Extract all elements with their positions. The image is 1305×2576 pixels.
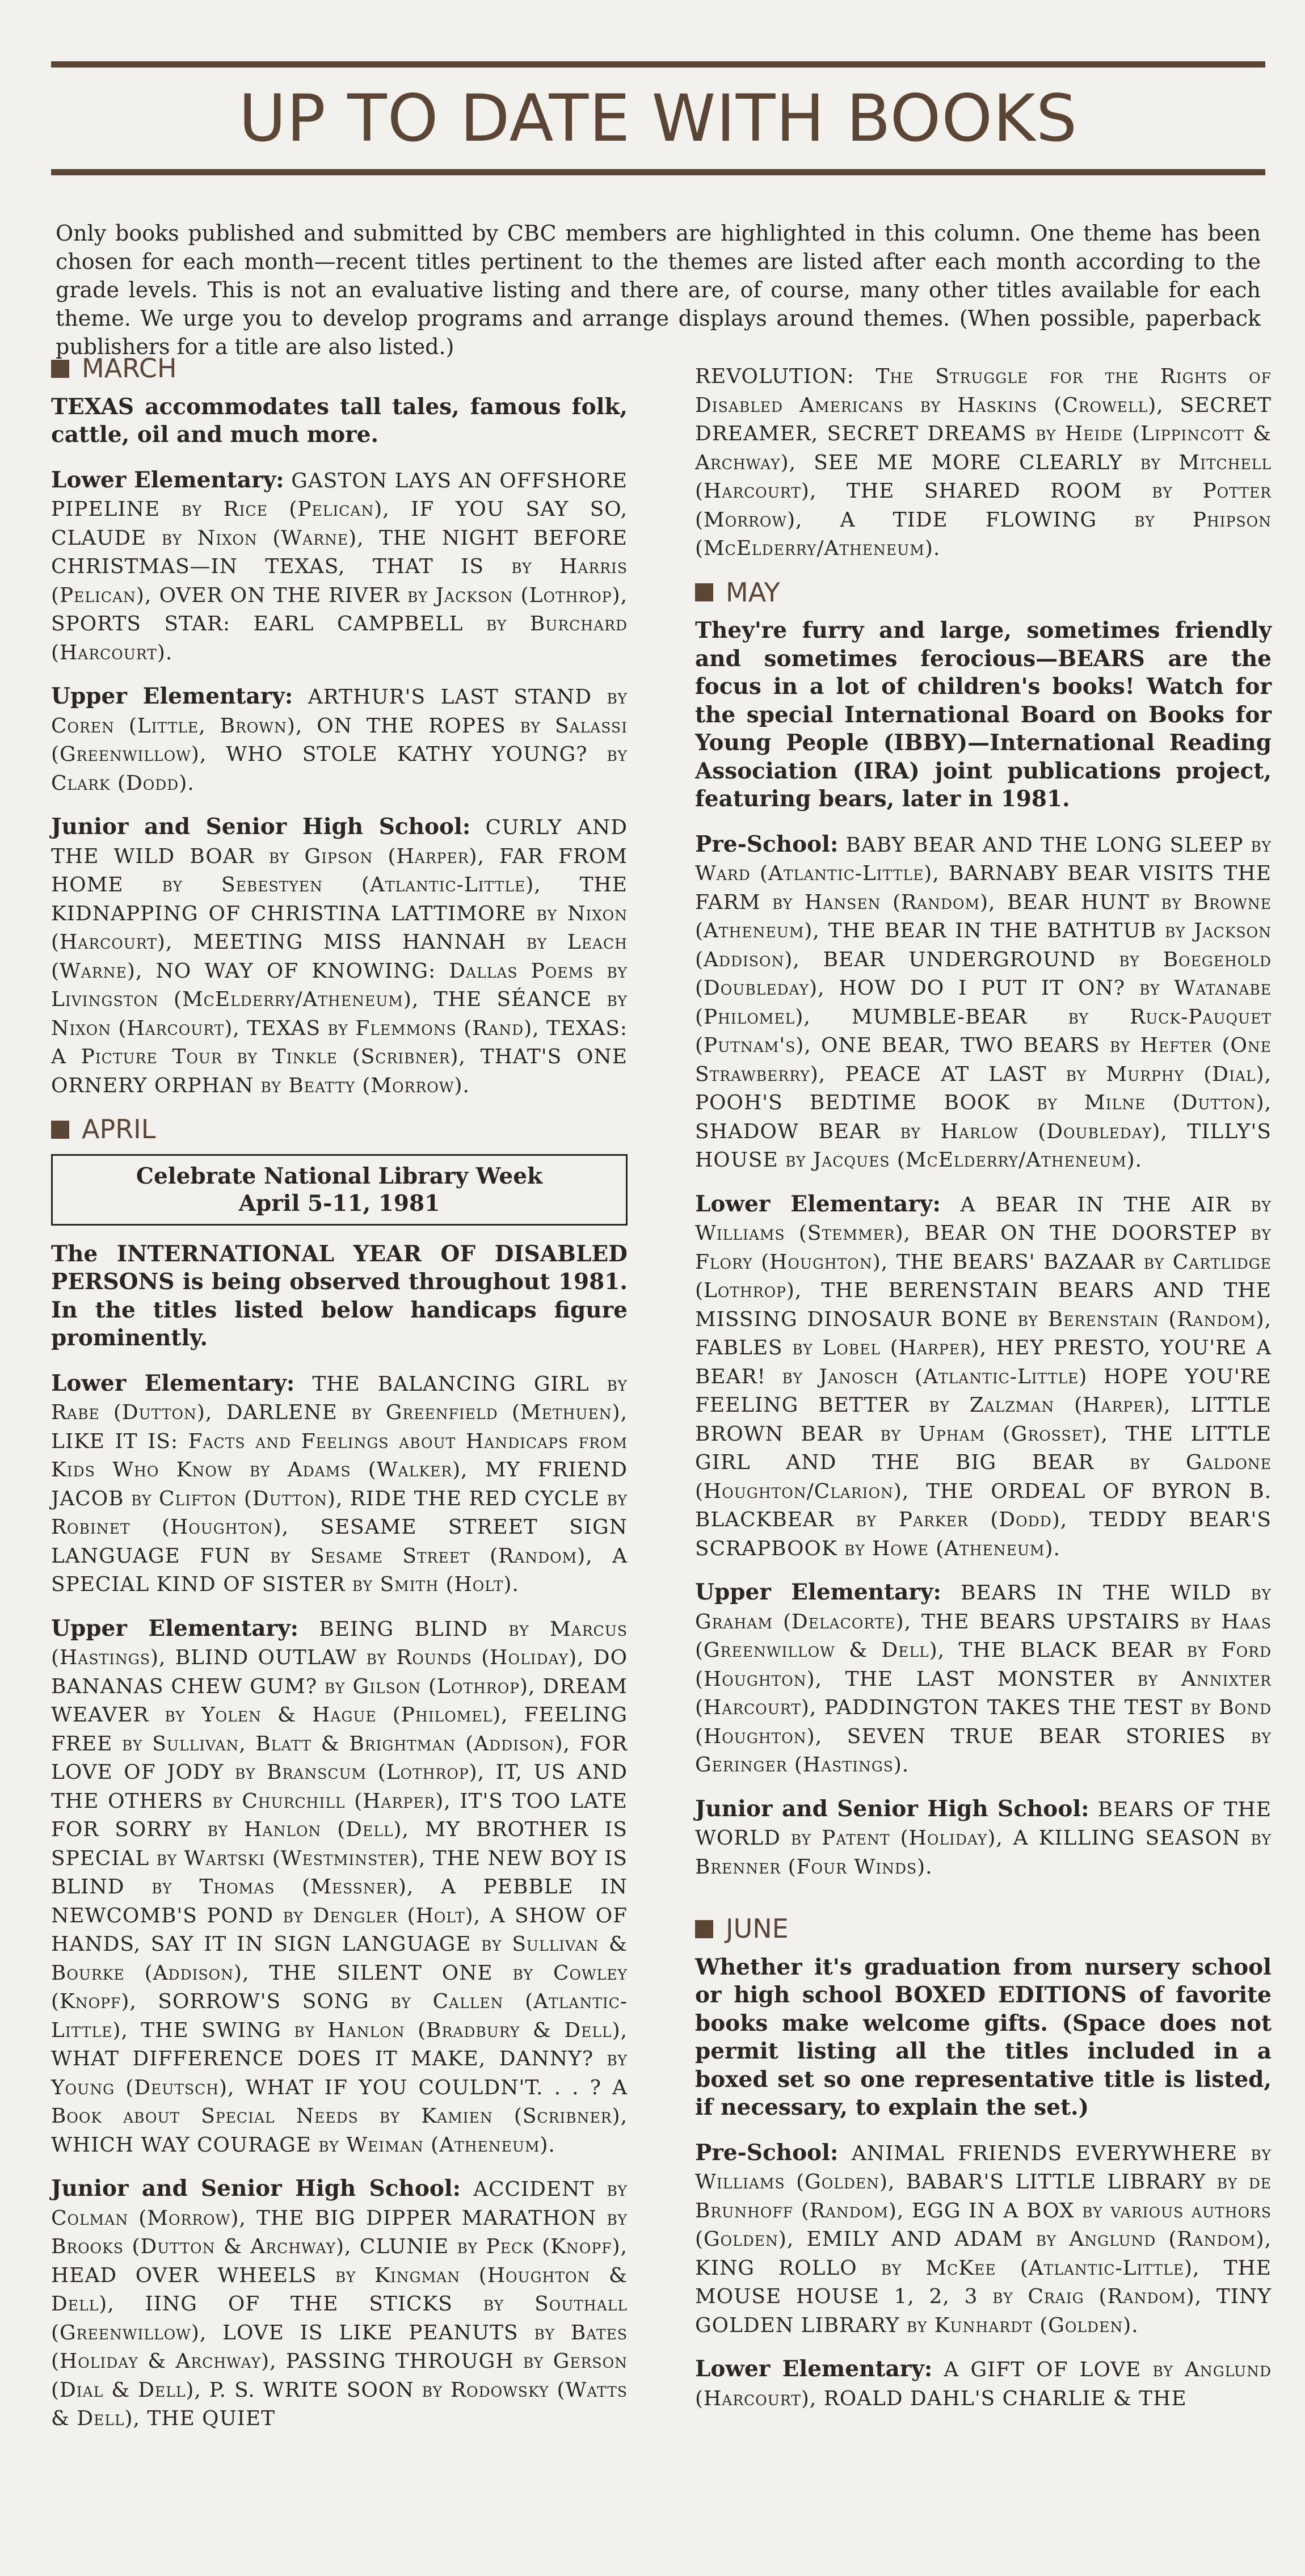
library-week-box [51,1154,628,1226]
grade-label: Upper Elementary: [51,1615,299,1641]
may-junior-senior-high [695,1795,1272,1882]
grade-label: Lower Elementary: [695,1190,941,1217]
entry-text: REVOLUTION: The Struggle for the Rights of Disabled Americans by Haskins (Crowell), SECRET DREAMER, SECRET DREAMS by Heide (Lippincott & Archway), SEE ME MORE CLEARLY by Mitchell (Harcourt), THE SHARED ROOM by Potter (Morrow), A TIDE FLOWING by Phipson (McElderry/Atheneum). [695,365,1272,560]
grade-label: Pre-School: [695,831,839,857]
march-lower-elementary [51,466,628,667]
section-title: MARCH [82,353,177,384]
june-lower-elementary [695,2355,1272,2413]
square-bullet-icon [695,1920,713,1938]
june-pre-school [695,2139,1272,2340]
april-upper-elementary [51,1615,628,2160]
section-heading-may [695,576,1272,608]
box-line-1: Celebrate National Library Week [136,1163,543,1189]
april-lead: The INTERNATIONAL YEAR OF DISABLED PERSONS is being observed throughout 1981. In the titles listed below handicaps figure prominently. [51,1240,628,1351]
section-heading-april [51,1116,628,1144]
masthead-bottom-rule [51,169,1265,175]
entry-text: A BEAR IN THE AIR by Williams (Stemmer), BEAR ON THE DOORSTEP by Flory (Houghton), THE BEARS' BAZAAR by Cartlidge (Lothrop), THE BERENSTAIN BEARS AND THE MISSING DINOSAUR BONE by Berenstain (Random), FABLES by Lobel (Harper), HEY PRESTO, YOU'RE A BEAR! by Janosch (Atlantic-Little) HOPE YOU'RE FEELING BETTER by Zalzman (Harper), LITTLE BROWN BEAR by Upham (Grosset), THE LITTLE GIRL AND THE BIG BEAR by Galdone (Houghton/Clarion), THE ORDEAL OF BYRON B. BLACKBEAR by Parker (Dodd), TEDDY BEAR'S SCRAPBOOK by Howe (Atheneum). [695,1193,1272,1560]
grade-label: Junior and Senior High School: [51,814,471,840]
entry-text: BEARS OF THE WORLD by Patent (Holiday), A KILLING SEASON by Brenner (Four Winds). [695,1798,1272,1879]
march-lead: TEXAS accommodates tall tales, famous folk, cattle, oil and much more. [51,393,628,448]
section-heading-march [51,355,628,383]
grade-label: Junior and Senior High School: [51,2175,461,2202]
grade-label: Lower Elementary: [51,466,284,493]
may-upper-elementary [695,1579,1272,1779]
intro-paragraph: Only books published and submitted by CBC members are highlighted in this column. One theme has been chosen for each month—recent titles pertinent to the themes are listed after each month according to the grade levels. This is not an evaluative listing and there are, of course, many other titles available for each theme. We urge you to develop programs and arrange displays around themes. (When possible, paperback publishers for a title are also listed.) [56,221,1261,359]
page [51,0,1272,2576]
square-bullet-icon [51,360,69,378]
box-line-2: April 5-11, 1981 [238,1190,440,1217]
entry-text: BEING BLIND by Marcus (Hastings), BLIND OUTLAW by Rounds (Holiday), DO BANANAS CHEW GUM? by Gilson (Lothrop), DREAM WEAVER by Yolen & Hague (Philomel), FEELING FREE by Sullivan, Blatt & Brightman (Addison), FOR LOVE OF JODY by Branscum (Lothrop), IT, US AND THE OTHERS by Churchill (Harper), IT'S TOO LATE FOR SORRY by Hanlon (Dell), MY BROTHER IS SPECIAL by Wartski (Westminster), THE NEW BOY IS BLIND by Thomas (Messner), A PEBBLE IN NEWCOMB'S POND by Dengler (Holt), A SHOW OF HANDS, SAY IT IN SIGN LANGUAGE by Sullivan & Bourke (Addison), THE SILENT ONE by Cowley (Knopf), SORROW'S SONG by Callen (Atlantic-Little), THE SWING by Hanlon (Bradbury & Dell), WHAT DIFFERENCE DOES IT MAKE, DANNY? by Young (Deutsch), WHAT IF YOU COULDN'T. . . ? A Book about Special Needs by Kamien (Scribner), WHICH WAY COURAGE by Weiman (Atheneum). [51,1617,628,2157]
section-title: JUNE [726,1913,789,1944]
april-junior-senior-high [51,2175,628,2433]
section-heading-june [695,1915,1272,1943]
square-bullet-icon [695,583,713,601]
entry-text: BABY BEAR AND THE LONG SLEEP by Ward (Atlantic-Little), BARNABY BEAR VISITS THE FARM by Hansen (Random), BEAR HUNT by Browne (Atheneum), THE BEAR IN THE BATHTUB by Jackson (Addison), BEAR UNDERGROUND by Boegehold (Doubleday), HOW DO I PUT IT ON? by Watanabe (Philomel), MUMBLE-BEAR by Ruck-Pauquet (Putnam's), ONE BEAR, TWO BEARS by Hefter (One Strawberry), PEACE AT LAST by Murphy (Dial), POOH'S BEDTIME BOOK by Milne (Dutton), SHADOW BEAR by Harlow (Doubleday), TILLY'S HOUSE by Jacques (McElderry/Atheneum). [695,833,1272,1172]
june-lead: Whether it's graduation from nursery school or high school BOXED EDITIONS of favorite books make welcome gifts. (Space does not permit listing all the titles included in a boxed set so one representative title is listed, if necessary, to explain the set.) [695,1954,1272,2120]
entry-text: GASTON LAYS AN OFFSHORE PIPELINE by Rice (Pelican), IF YOU SAY SO, CLAUDE by Nixon (Warne), THE NIGHT BEFORE CHRISTMAS—IN TEXAS, THAT IS by Harris (Pelican), OVER ON THE RIVER by Jackson (Lothrop), SPORTS STAR: EARL CAMPBELL by Burchard (Harcourt). [51,469,628,664]
may-lead: They're furry and large, sometimes friendly and sometimes ferocious—BEARS are the focus in a lot of children's books! Watch for the special International Board on Books for Young People (IBBY)—International Reading Association (IRA) joint publications project, featuring bears, later in 1981. [695,617,1272,812]
april-continued [695,362,1272,563]
may-pre-school [695,831,1272,1175]
grade-label: Upper Elementary: [51,683,293,709]
grade-label: Lower Elementary: [695,2356,933,2382]
april-lower-elementary [51,1370,628,1599]
entry-text: ACCIDENT by Colman (Morrow), THE BIG DIPPER MARATHON by Brooks (Dutton & Archway), CLUNIE by Peck (Knopf), HEAD OVER WHEELS by Kingman (Houghton & Dell), IING OF THE STICKS by Southall (Greenwillow), LOVE IS LIKE PEANUTS by Bates (Holiday & Archway), PASSING THROUGH by Gerson (Dial & Dell), P. S. WRITE SOON by Rodowsky (Watts & Dell), THE QUIET [51,2178,628,2430]
square-bullet-icon [51,1121,69,1139]
section-title: APRIL [82,1114,156,1144]
grade-label: Lower Elementary: [51,1370,295,1396]
march-upper-elementary [51,683,628,797]
left-column [51,355,628,2449]
grade-label: Pre-School: [695,2139,839,2166]
right-column [695,362,1272,2428]
entry-text: CURLY AND THE WILD BOAR by Gipson (Harper), FAR FROM HOME by Sebestyen (Atlantic-Little), THE KIDNAPPING OF CHRISTINA LATTIMORE by Nixon (Harcourt), MEETING MISS HANNAH by Leach (Warne), NO WAY OF KNOWING: Dallas Poems by Livingston (McElderry/Atheneum), THE SÉANCE by Nixon (Harcourt), TEXAS by Flemmons (Rand), TEXAS: A Picture Tour by Tinkle (Scribner), THAT'S ONE ORNERY ORPHAN by Beatty (Morrow). [51,816,628,1097]
entry-text: BEARS IN THE WILD by Graham (Delacorte), THE BEARS UPSTAIRS by Haas (Greenwillow & Dell), THE BLACK BEAR by Ford (Houghton), THE LAST MONSTER by Annixter (Harcourt), PADDINGTON TAKES THE TEST by Bond (Houghton), SEVEN TRUE BEAR STORIES by Geringer (Hastings). [695,1581,1272,1777]
grade-label: Junior and Senior High School: [695,1795,1089,1822]
section-title: MAY [726,576,780,608]
masthead-top-rule [51,61,1265,68]
entry-text: ARTHUR'S LAST STAND by Coren (Little, Brown), ON THE ROPES by Salassi (Greenwillow), WHO STOLE KATHY YOUNG? by Clark (Dodd). [51,685,628,795]
entry-text: THE BALANCING GIRL by Rabe (Dutton), DARLENE by Greenfield (Methuen), LIKE IT IS: Facts and Feelings about Handicaps from Kids Who Know by Adams (Walker), MY FRIEND JACOB by Clifton (Dutton), RIDE THE RED CYCLE by Robinet (Houghton), SESAME STREET SIGN LANGUAGE FUN by Sesame Street (Random), A SPECIAL KIND OF SISTER by Smith (Holt). [51,1372,628,1596]
march-junior-senior-high [51,813,628,1100]
entry-text: A GIFT OF LOVE by Anglund (Harcourt), ROALD DAHL'S CHARLIE & THE [695,2358,1272,2410]
grade-label: Upper Elementary: [695,1579,941,1605]
entry-text: ANIMAL FRIENDS EVERYWHERE by Williams (Golden), BABAR'S LITTLE LIBRARY by de Brunhoff (Random), EGG IN A BOX by various authors (Golden), EMILY AND ADAM by Anglund (Random), KING ROLLO by McKee (Atlantic-Little), THE MOUSE HOUSE 1, 2, 3 by Craig (Random), TINY GOLDEN LIBRARY by Kunhardt (Golden). [695,2141,1272,2337]
may-lower-elementary [695,1190,1272,1563]
masthead-title: UP TO DATE WITH BOOKS [238,81,1078,156]
